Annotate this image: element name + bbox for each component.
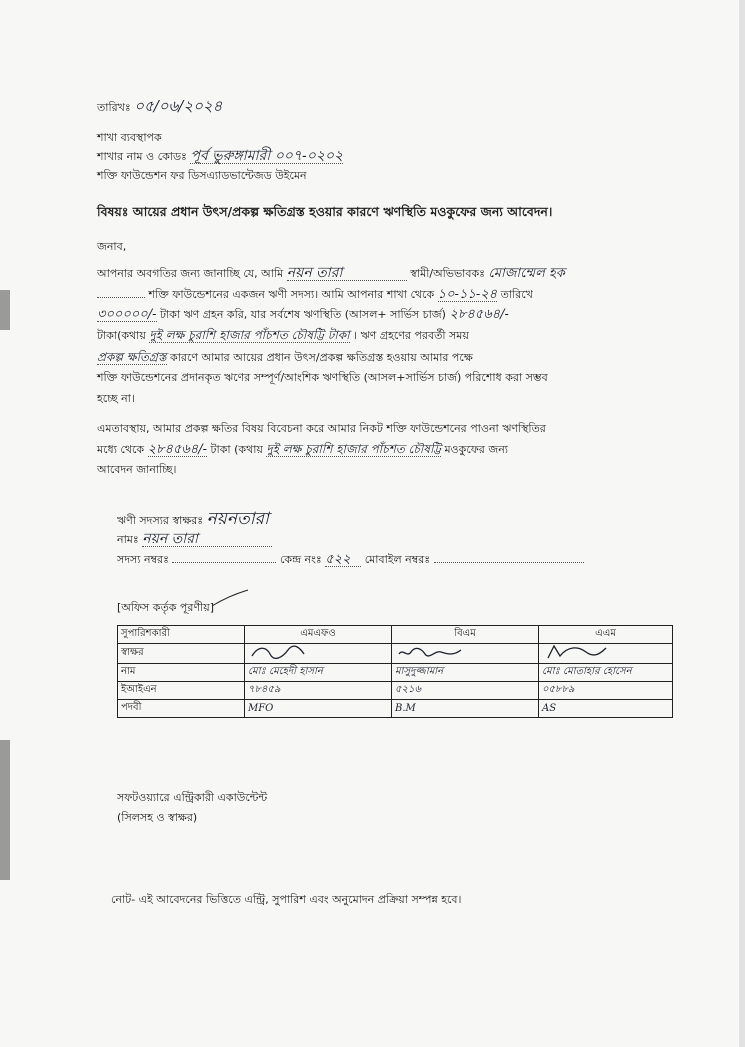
signature-scribble: [395, 644, 465, 660]
table-cell: AS: [539, 700, 673, 718]
body-text: মধ্যে থেকে: [97, 443, 145, 456]
header-cell: এএম: [539, 626, 673, 644]
waiver-words-field: দুই লক্ষ চুরাশি হাজার পাঁচশত চৌষট্টি: [266, 442, 441, 456]
member-name-field: নয়ন তারা: [287, 267, 407, 281]
table-row: [118, 664, 673, 682]
name-label: নামঃ: [117, 533, 139, 546]
addressee-title: শাখা ব্যবস্থাপক: [97, 131, 162, 144]
balance-field: ২৮৪৫৬৪/-: [449, 307, 509, 322]
body-row-2: [97, 288, 533, 302]
table-row: [118, 682, 673, 700]
member-name-value: নয়ন তারা: [142, 533, 272, 547]
branch-line: [97, 150, 343, 164]
office-use-label: [অফিস কর্তৃক পূরণীয়]: [117, 601, 214, 614]
balance-words-field: দুই লক্ষ চুরাশি হাজার পাঁচশত চৌষট্টি টাকা: [149, 328, 350, 342]
table-cell: ০৫৮৮৯: [539, 682, 673, 700]
header-cell: এমএফও: [245, 626, 392, 644]
table-cell: ৫২১৬: [392, 682, 539, 700]
body-text: শক্তি ফাউন্ডেশনের একজন ঋণী সদস্য। আমি আপনার শাখা থেকে: [148, 288, 435, 301]
row-label: পদবী: [118, 700, 245, 718]
body-text: স্বামী/অভিভাবকঃ: [410, 267, 486, 280]
request-row-1: এমতাবস্থায়, আমার প্রকল্প ক্ষতির বিষয় বিবেচনা করে আমার নিকট শক্তি ফাউন্ডেশনের পাওনা ঋণস্থিতির: [97, 422, 546, 435]
request-row-2: [97, 443, 508, 457]
body-text: মওকুফের জন্য: [444, 443, 508, 456]
date-value: ০৫/০৬/২০২৪: [134, 97, 223, 115]
request-row-3: আবেদন জানাচ্ছি।: [97, 463, 177, 476]
table-row: [118, 700, 673, 718]
body-text: টাকা (কথায়: [210, 443, 263, 456]
date-label: তারিখঃ: [97, 101, 131, 114]
scan-edge-mark: [0, 290, 10, 330]
table-cell: মোঃ মোতাহার হোসেন: [539, 664, 673, 682]
header-cell: বিএম: [392, 626, 539, 644]
table-cell: মোঃ মেহেদী হাসান: [245, 664, 392, 682]
body-row-6: শক্তি ফাউন্ডেশনের প্রদানকৃত ঋণের সম্পূর্ণ/আংশিক ঋণস্থিতি (আসল+সার্ভিস চার্জ) পরিশোধ করা সম্ভব: [97, 371, 548, 384]
subject-line: বিষয়ঃ আয়ের প্রধান উৎস/প্রকল্প ক্ষতিগ্রস্ত হওয়ার কারণে ঋণস্থিতি মওকুফের জন্য আবেদন।: [97, 204, 553, 219]
mobile-field: [434, 562, 584, 563]
row-label: নাম: [118, 664, 245, 682]
member-no-field: [172, 562, 276, 563]
scan-edge-mark: [0, 740, 10, 880]
body-text: । ঋণ গ্রহণের পরবর্তী সময়: [353, 329, 469, 342]
accountant-label: সফটওয়্যারে এন্ট্রিকারী একাউন্টেন্ট: [117, 791, 268, 804]
row-label: ইআইএন: [118, 682, 245, 700]
member-no-label: সদস্য নম্বরঃ: [117, 553, 169, 566]
mobile-label: মোবাইল নম্বরঃ: [364, 553, 431, 566]
table-header-row: [118, 626, 673, 644]
branch-value: পূর্ব ভুরুঙ্গামারী ০০৭-০২০২: [190, 148, 344, 164]
signature-cell: [392, 644, 539, 664]
table-cell: ৭৮৪৫৯: [245, 682, 392, 700]
table-cell: MFO: [245, 700, 392, 718]
pen-stroke-mark: [210, 588, 250, 608]
row-label: স্বাক্ষর: [118, 644, 245, 664]
signature-scribble: [542, 644, 612, 660]
table-cell: মাসুদুজ্জামান: [392, 664, 539, 682]
footnote: নোট- এই আবেদনের ভিত্তিতে এন্ট্রি, সুপারিশ এবং অনুমোদন প্রক্রিয়া সম্পন্ন হবে।: [111, 893, 462, 906]
table-cell: B.M: [392, 700, 539, 718]
salutation: জনাব,: [97, 240, 127, 253]
approval-table: [117, 625, 673, 718]
waiver-amount-field: ২৮৪৫৬৪/-: [147, 442, 208, 457]
body-text: তারিখে: [500, 288, 533, 301]
scan-edge-shadow: [739, 0, 745, 1047]
body-text: আপনার অবগতির জন্য জানাচ্ছি যে, আমি: [97, 267, 284, 280]
signature-scribble: [248, 644, 308, 660]
member-signature: নয়নতারা: [206, 509, 269, 529]
signature-label: ঋণী সদস্যর স্বাক্ষরঃ: [117, 514, 204, 527]
header-cell: সুপারিশকারী: [118, 626, 245, 644]
body-text: টাকা(কথায়: [97, 329, 146, 342]
member-signature-line: [117, 509, 269, 529]
accountant-seal-note: (সিলসহ ও স্বাক্ষর): [117, 811, 198, 824]
center-label: কেন্দ্র নংঃ: [279, 553, 322, 566]
member-id-line: [117, 553, 584, 567]
date-line: [97, 97, 223, 115]
guardian-field: মোজাম্মেল হক: [488, 266, 565, 281]
body-row-1: [97, 267, 565, 281]
table-row: [118, 644, 673, 664]
body-text: টাকা ঋণ গ্রহন করি, যার সর্বশেষ ঋণস্থিতি (আসল+ সার্ভিস চার্জ): [160, 308, 446, 321]
signature-cell: [245, 644, 392, 664]
body-row-5: [97, 351, 473, 365]
center-no-value: ৫২২: [325, 553, 361, 567]
loan-amount-field: ৩০০০০০/-: [97, 307, 157, 322]
body-row-3: [97, 308, 509, 322]
member-name-line: [117, 533, 272, 547]
organization-name: শক্তি ফাউন্ডেশন ফর ডিসএ্যাডভান্টেজড উইমেন: [97, 169, 307, 182]
body-row-4: [97, 329, 469, 343]
reason-field: প্রকল্প ক্ষতিগ্রস্ত: [97, 350, 167, 364]
blank-field: [97, 297, 145, 298]
body-row-7: হচ্ছে না।: [97, 392, 135, 405]
body-text: কারণে আমার আয়ের প্রধান উৎস/প্রকল্প ক্ষতিগ্রস্ত হওয়ায় আমার পক্ষে: [170, 351, 473, 364]
branch-label: শাখার নাম ও কোডঃ: [97, 150, 187, 163]
loan-date-field: ১০-১১-২৪: [437, 287, 498, 302]
signature-cell: [539, 644, 673, 664]
